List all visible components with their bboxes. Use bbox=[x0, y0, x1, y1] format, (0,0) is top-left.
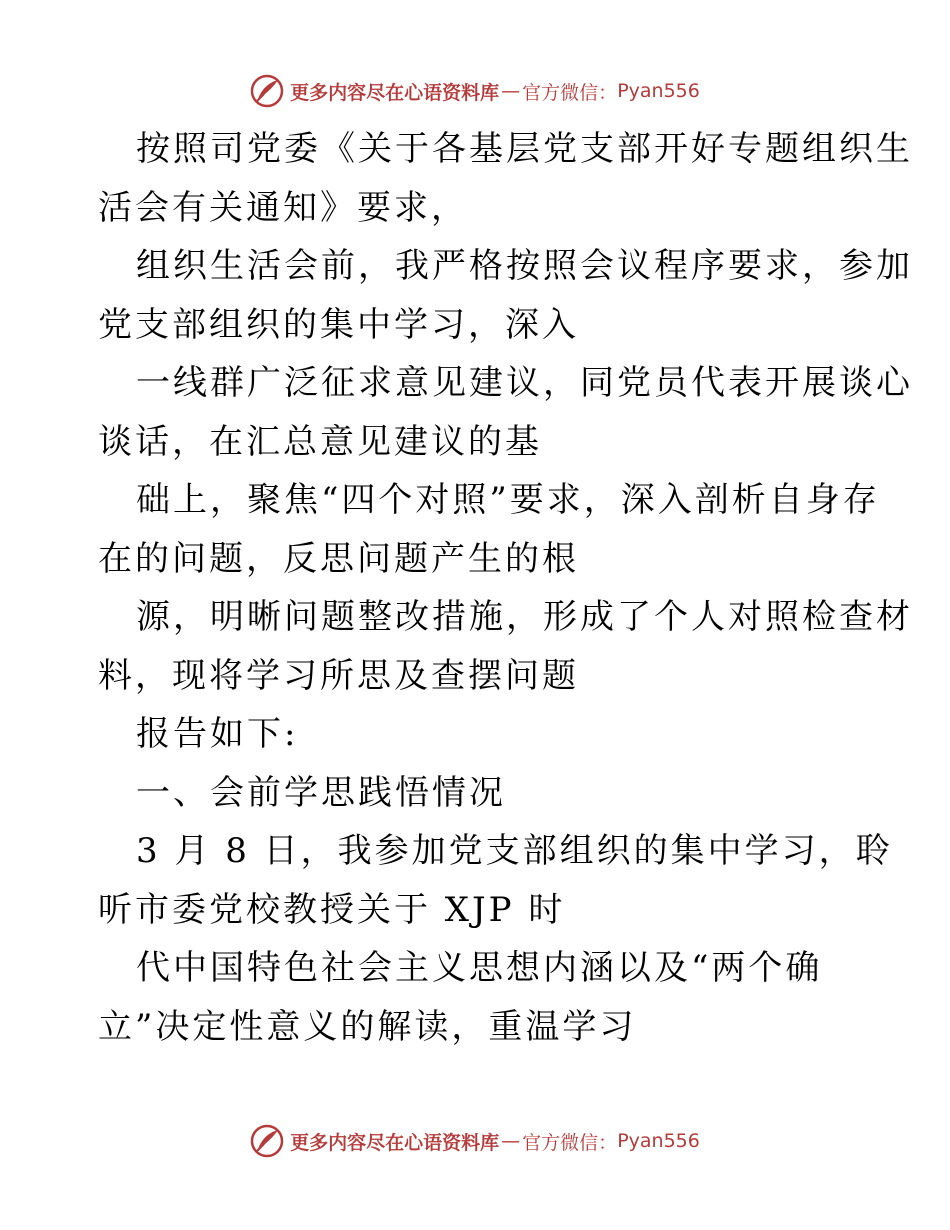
watermark-wechat-label: 官方微信： bbox=[522, 81, 618, 104]
document-body bbox=[98, 120, 913, 1056]
body-line: 立”决定性意义的解读，重温学习 bbox=[98, 1006, 637, 1047]
body-line: 按照司党委《关于各基层党支部开好专题组织生 bbox=[136, 129, 913, 169]
footer-watermark bbox=[0, 1121, 950, 1161]
body-line: 在的问题，反思问题产生的根 bbox=[98, 538, 579, 579]
watermark-wechat-label: 官方微信： bbox=[522, 1131, 618, 1154]
body-line: 报告如下: bbox=[136, 714, 299, 754]
watermark-wechat-id: Pyan556 bbox=[617, 80, 700, 102]
watermark-wechat-id: Pyan556 bbox=[617, 1130, 700, 1152]
body-line: 一线群广泛征求意见建议，同党员代表开展谈心 bbox=[136, 363, 913, 403]
feather-quill-icon bbox=[250, 74, 284, 108]
watermark-dash: — bbox=[501, 1130, 521, 1152]
body-line: 党支部组织的集中学习，深入 bbox=[98, 304, 579, 345]
body-line: 源，明晰问题整改措施，形成了个人对照检查材 bbox=[136, 597, 913, 637]
body-line: 组织生活会前，我严格按照会议程序要求，参加 bbox=[136, 246, 913, 286]
watermark-dash: — bbox=[501, 80, 521, 102]
body-line: 料，现将学习所思及查摆问题 bbox=[98, 655, 579, 696]
section-heading: 一、会前学思践悟情况 bbox=[136, 772, 506, 813]
body-line: 代中国特色社会主义思想内涵以及“两个确 bbox=[136, 948, 823, 988]
header-watermark bbox=[0, 71, 950, 111]
body-line: 活会有关通知》要求， bbox=[98, 187, 468, 228]
body-line: 3 月 8 日，我参加党支部组织的集中学习，聆 bbox=[136, 831, 893, 871]
body-line: 听市委党校教授关于 XJP 时 bbox=[98, 889, 566, 930]
body-line: 础上，聚焦“四个对照”要求，深入剖析自身存 bbox=[136, 480, 880, 520]
body-line: 谈话，在汇总意见建议的基 bbox=[98, 421, 542, 462]
watermark-brand: 更多内容尽在心语资料库 bbox=[290, 1131, 500, 1154]
feather-quill-icon bbox=[250, 1124, 284, 1158]
watermark-brand: 更多内容尽在心语资料库 bbox=[290, 81, 500, 104]
